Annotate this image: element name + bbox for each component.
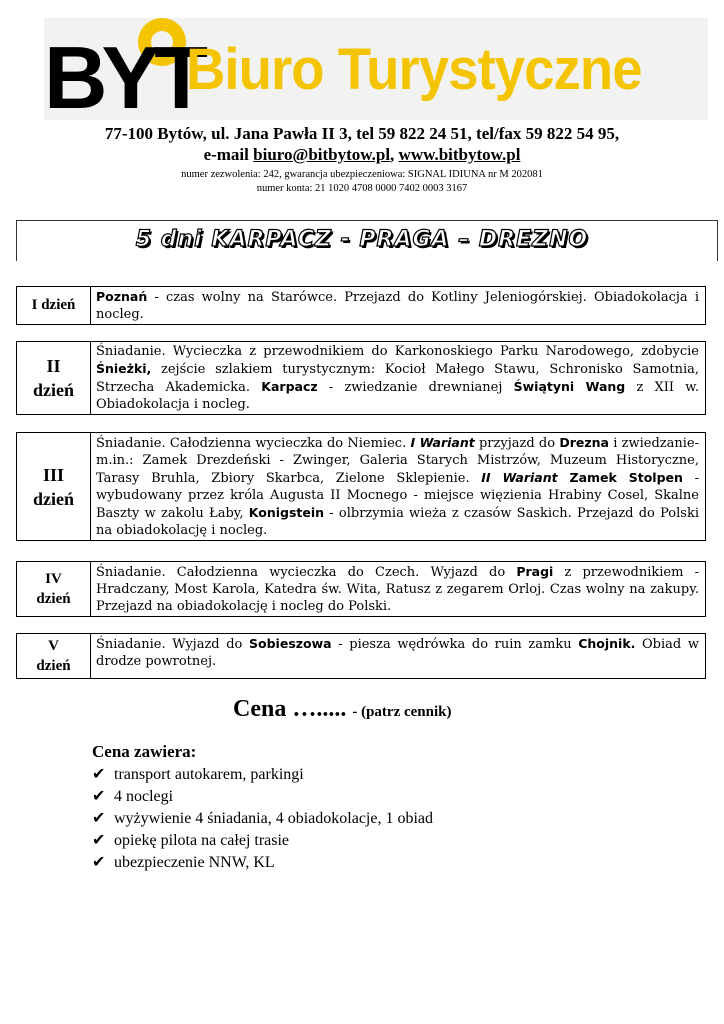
description-text: i zwiedzanie- m.in.: Zamek Drezdeński - Zwinger, Galeria Starych Mistrzów, Muzeum Historyczne, Tarasy Bruhla, Zbiory Skarbca, Zielone Sklepienie. [96, 436, 699, 486]
logo-letters: BYT [44, 28, 202, 120]
account-number: numer konta: 21 1020 4708 0000 7402 0003 3167 [256, 183, 468, 194]
permit-info: numer zezwolenia: 242, gwarancja ubezpieczeniowa: SIGNAL IDIUNA nr M 202081 [181, 169, 543, 180]
check-icon: ✔ [92, 788, 106, 805]
highlight-place: Świątyni Wang [513, 379, 626, 394]
price-note: - (patrz cennik) [352, 704, 452, 720]
check-icon: ✔ [92, 854, 106, 871]
list-item-text: opiekę pilota na całej trasie [114, 832, 290, 849]
website-link[interactable]: www.bitbytow.pl [398, 145, 521, 164]
description-text: Śniadanie. Całodzienna wycieczka do Niemiec. [96, 436, 411, 451]
highlight-place: Chojnik. [578, 636, 636, 651]
description-text: z XII w. Obiadokolacja i nocleg. [96, 380, 699, 412]
day-label-text: dzień [36, 591, 71, 607]
day-description [91, 287, 705, 324]
description-text: - zwiedzanie drewnianej [317, 380, 514, 395]
description-text: Śniadanie. Wycieczka z przewodnikiem do Karkonoskiego Parku Narodowego, zdobycie [96, 344, 699, 359]
day-label [17, 287, 91, 324]
day-label-text: I dzień [31, 297, 76, 313]
day-description [91, 562, 705, 616]
highlight-place: Poznań [96, 289, 148, 304]
day-row-1 [16, 286, 706, 325]
trip-title: 5 dni KARPACZ - PRAGA – DREZNO [135, 227, 589, 252]
description-text: Obiad w drodze powrotnej. [96, 637, 699, 669]
list-item [92, 808, 433, 830]
highlight-place: Zamek Stolpen [557, 470, 683, 485]
check-icon: ✔ [92, 810, 106, 827]
highlight-place: Drezna [559, 435, 609, 450]
day-description [91, 433, 705, 540]
includes-list [92, 764, 433, 874]
list-item [92, 852, 433, 874]
day-description [91, 342, 705, 414]
email-link[interactable]: biuro@bitbytow.pl [253, 145, 391, 164]
contact-line [0, 145, 724, 165]
check-icon: ✔ [92, 832, 106, 849]
highlight-place: Karpacz [261, 379, 318, 394]
price-label: Cena …..... [233, 696, 353, 722]
day-row-2 [16, 341, 706, 415]
day-label-text: dzień [32, 380, 74, 400]
check-icon: ✔ [92, 766, 106, 783]
day-label-text: dzień [32, 488, 74, 509]
list-item-text: 4 noclegi [114, 788, 174, 805]
highlight-place: Sobieszowa [249, 636, 332, 651]
list-item [92, 830, 433, 852]
list-item-text: ubezpieczenie NNW, KL [114, 854, 275, 871]
day-label [17, 562, 91, 616]
day-row-4 [16, 561, 706, 617]
includes-title: Cena zawiera: [92, 742, 197, 761]
day-row-3 [16, 432, 706, 541]
day-description [91, 634, 705, 678]
email-separator: , [390, 145, 395, 164]
highlight-place: Pragi [516, 564, 554, 579]
highlight-place: Śnieżki, [96, 361, 152, 376]
day-row-5 [16, 633, 706, 679]
day-label-text: III [42, 464, 64, 485]
list-item-text: wyżywienie 4 śniadania, 4 obiadokolacje, 1 obiad [114, 810, 434, 827]
variant-label: II Wariant [481, 470, 558, 485]
description-text: Śniadanie. Całodzienna wycieczka do Czech. Wyjazd do [96, 565, 517, 580]
day-label-text: II [46, 356, 61, 376]
email-prefix: e-mail [203, 145, 249, 164]
description-text: - wybudowany przez króla Augusta II Mocnego - miejsce więzienia Hrabiny Cosel, Skalne Baszty w zakolu Łaby, [96, 471, 699, 521]
day-label [17, 433, 91, 540]
description-text: - olbrzymia wieża z czasów Saskich. Przejazd do Polski na obiadokolację i nocleg. [96, 506, 699, 538]
description-text: z przewodnikiem - Hradczany, Most Karola, Katedra św. Wita, Ratusz z zegarem Orloj. Czas wolny na zakupy. Przejazd na obiadokolację i nocleg do Polski. [96, 565, 699, 614]
list-item [92, 764, 433, 786]
description-text: przyjazd do [474, 436, 560, 451]
day-label [17, 634, 91, 678]
brand-name: Biuro Turystyczne [186, 37, 642, 102]
description-text: zejście szlakiem turystycznym: Kocioł Małego Stawu, Schronisko Samotnia, Strzecha Akademicka. [96, 362, 699, 395]
highlight-place: Konigstein [248, 505, 325, 520]
address-line: 77-100 Bytów, ul. Jana Pawła II 3, tel 59 822 24 51, tel/fax 59 822 54 95, [104, 124, 620, 143]
variant-label: I Wariant [410, 435, 475, 450]
list-item-text: transport autokarem, parkingi [114, 766, 304, 783]
day-label-text: IV [45, 571, 62, 587]
day-label-text: V [48, 638, 59, 654]
description-text: Śniadanie. Wyjazd do [96, 637, 250, 652]
description-text: - piesza wędrówka do ruin zamku [331, 637, 579, 652]
day-label-text: dzień [36, 658, 71, 674]
price-line [233, 696, 452, 723]
day-label [17, 342, 91, 414]
description-text: - czas wolny na Starówce. Przejazd do Kotliny Jeleniogórskiej. Obiadokolacja i nocleg. [96, 290, 699, 322]
list-item [92, 786, 433, 808]
